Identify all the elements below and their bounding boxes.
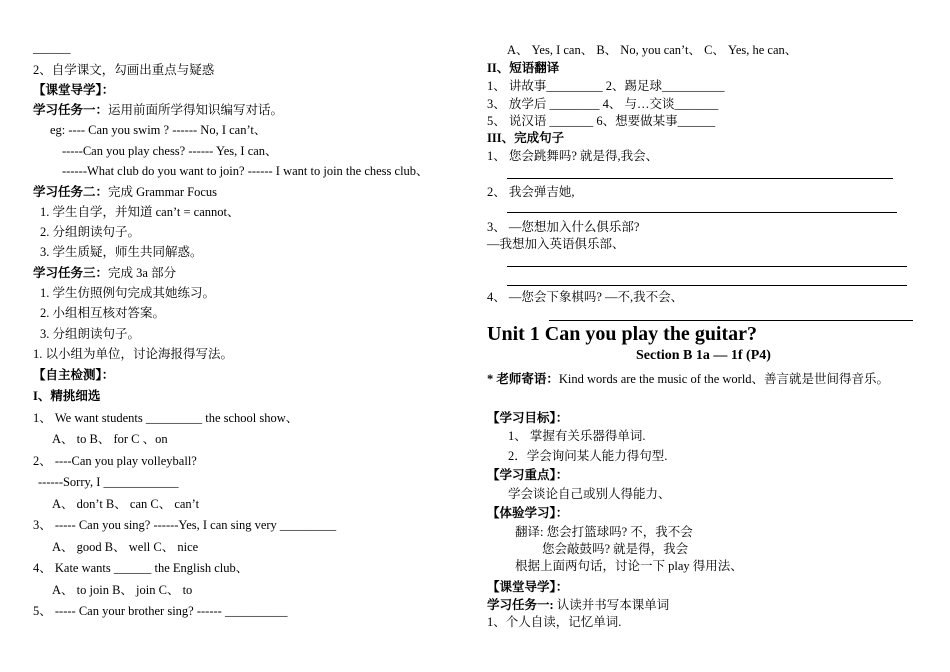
left-line: eg: ---- Can you swim ? ------ No, I can’t、 xyxy=(50,123,267,137)
right-line: III、完成句子 xyxy=(487,131,565,145)
right-line: 3、 —您想加入什么俱乐部? xyxy=(487,220,640,234)
answer-line-3b xyxy=(507,285,907,286)
right-line: 【学习重点】： xyxy=(487,468,569,482)
right-line: 1、 讲故事_________ 2、踢足球__________ xyxy=(487,79,725,93)
left-line: 学习任务二：完成 Grammar Focus xyxy=(33,185,218,199)
left-line: 学习任务一：运用前面所学得知识编写对话。 xyxy=(33,103,284,117)
right-line: 学会谈论自己或别人得能力、 xyxy=(508,487,671,501)
left-line: 1. 以小组为单位，讨论海报得写法。 xyxy=(33,347,234,361)
left-line: ------Sorry, I ____________ xyxy=(38,475,179,489)
left-line: 3. 分组朗读句子。 xyxy=(40,327,141,341)
right-line: 1、 您会跳舞吗? 就是得,我会、 xyxy=(487,149,659,163)
right-line: 根据上面两句话，讨论一下 play 得用法、 xyxy=(515,559,743,573)
right-line: 【课堂导学】： xyxy=(487,580,569,594)
section-title: Section B 1a — 1f (P4) xyxy=(636,348,771,363)
right-line: 1、个人自读，记忆单词. xyxy=(487,615,622,629)
right-line: 1、 掌握有关乐器得单词. xyxy=(508,429,646,443)
right-line: 【学习目标】： xyxy=(487,411,569,425)
right-line: A、 Yes, I can、 B、 No, you can’t、 C、 Yes, he can、 xyxy=(507,43,798,57)
left-line: 5、 ----- Can your brother sing? ------ __________ xyxy=(33,604,288,618)
left-line: 4、 Kate wants ______ the English club、 xyxy=(33,561,249,575)
left-line: A、 to B、 for C 、on xyxy=(52,432,168,446)
unit-title: Unit 1 Can you play the guitar? xyxy=(487,323,758,345)
left-line: ------What club do you want to join? ------ I want to join the chess club、 xyxy=(62,164,429,178)
left-line: 3、 ----- Can you sing? ------Yes, I can sing very _________ xyxy=(33,518,337,532)
right-line: 5、 说汉语 _______ 6、想要做某事______ xyxy=(487,114,716,128)
right-line: * 老师寄语：Kind words are the music of the world、善言就是世间得音乐。 xyxy=(487,372,890,386)
answer-line-4 xyxy=(549,320,913,321)
left-line: 1、 We want students _________ the school show、 xyxy=(33,411,299,425)
answer-line-2 xyxy=(507,212,897,213)
left-line: 2. 分组朗读句子。 xyxy=(40,225,141,239)
left-line: ______ xyxy=(33,41,71,55)
left-line: 2、自学课文，勾画出重点与疑惑 xyxy=(33,63,215,77)
right-line: 翻译: 您会打篮球吗? 不，我不会 xyxy=(515,525,693,539)
left-line: 1. 学生自学，并知道 can’t = cannot、 xyxy=(40,205,240,219)
right-line: 学习任务一: 认读并书写本课单词 xyxy=(487,598,670,612)
left-line: I、精挑细选 xyxy=(33,389,101,403)
right-line: 3、 放学后 ________ 4、 与…交谈_______ xyxy=(487,97,719,111)
left-line: A、 good B、 well C、 nice xyxy=(52,540,199,554)
left-line: A、 don’t B、 can C、 can’t xyxy=(52,497,200,511)
right-line: II、短语翻译 xyxy=(487,61,560,75)
right-line: —我想加入英语俱乐部、 xyxy=(487,237,625,251)
left-line: 1. 学生仿照例句完成其她练习。 xyxy=(40,286,216,300)
left-line: -----Can you play chess? ------ Yes, I can、 xyxy=(62,144,278,158)
right-line: 2、 我会弹吉她, xyxy=(487,185,575,199)
answer-line-3a xyxy=(507,266,907,267)
left-line: 学习任务三：完成 3a 部分 xyxy=(33,266,177,280)
answer-line-1 xyxy=(507,178,893,179)
left-line: 2、 ----Can you play volleyball? xyxy=(33,454,197,468)
left-line: A、 to join B、 join C、 to xyxy=(52,583,193,597)
left-line: 3. 学生质疑，师生共同解惑。 xyxy=(40,245,203,259)
right-line: 4、 —您会下象棋吗? —不,我不会、 xyxy=(487,290,684,304)
right-line: 2．学会询问某人能力得句型. xyxy=(508,449,668,463)
right-line: 【体验学习】： xyxy=(487,506,569,520)
left-line: 2. 小组相互核对答案。 xyxy=(40,306,166,320)
left-line: 【课堂导学】： xyxy=(33,83,115,97)
left-line: 【自主检测】： xyxy=(33,368,115,382)
right-line: 您会敲鼓吗? 就是得，我会 xyxy=(542,542,689,556)
